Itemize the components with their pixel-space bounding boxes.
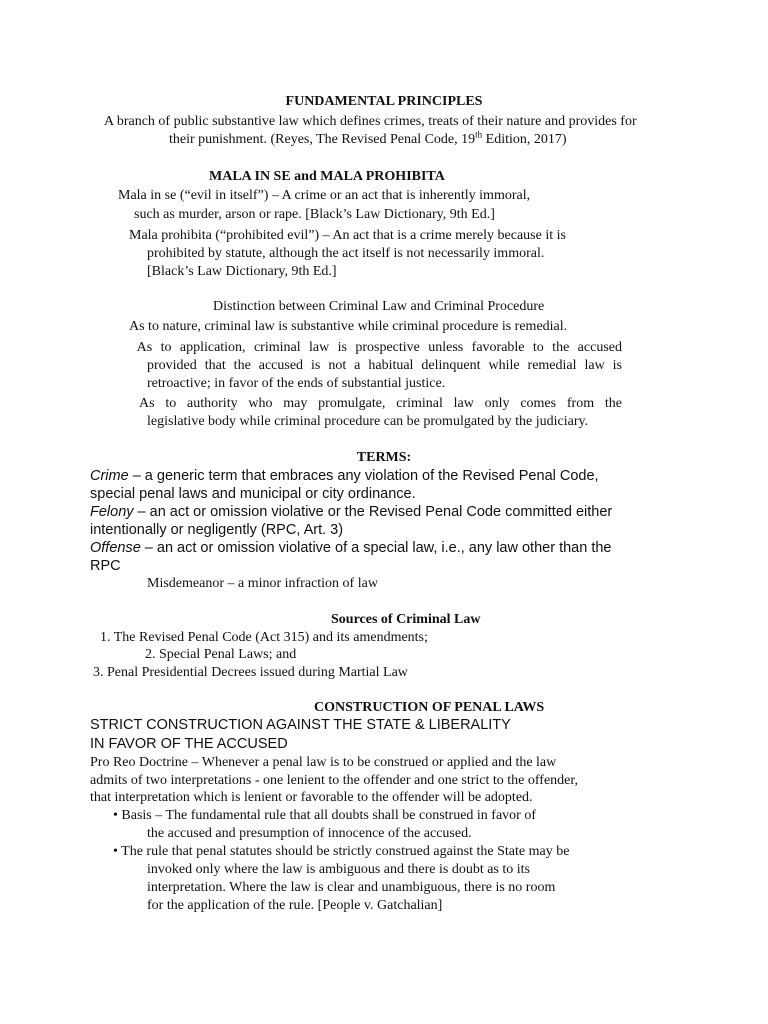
distinction-application-line-1	[117, 339, 622, 357]
term-felony: Felony	[90, 504, 134, 520]
distinction-application-line-3: retroactive; in favor of the ends of substantial justice.	[147, 376, 446, 391]
fundamental-heading: FUNDAMENTAL PRINCIPLES	[285, 94, 483, 109]
rule-text: The rule that penal statutes should be strictly construed against the State may be	[121, 844, 570, 859]
mala-prohibita-line-2: prohibited by statute, although the act itself is not necessarily immoral.	[147, 246, 545, 261]
basis-line-1	[113, 807, 536, 825]
term-crime-definition: – a generic term that embraces any violation of the Revised Penal Code,	[128, 468, 599, 484]
term-offense-line-1	[90, 539, 611, 557]
authority-text: As to authority who may promulgate, criminal law only comes from the	[139, 396, 622, 411]
pro-reo-line-2: admits of two interpretations - one lenient to the offender and one strict to the offender,	[90, 773, 578, 788]
mala-in-se-line-2: such as murder, arson or rape. [Black’s Law Dictionary, 9th Ed.]	[134, 207, 495, 222]
term-offense-line-2: RPC	[90, 558, 121, 574]
term-felony-definition: – an act or omission violative or the Revised Penal Code committed either	[133, 504, 613, 520]
citation-text: their punishment. (Reyes, The Revised Penal Code, 19	[169, 132, 476, 147]
construction-heading: CONSTRUCTION OF PENAL LAWS	[314, 700, 545, 715]
distinction-heading: Distinction between Criminal Law and Criminal Procedure	[213, 299, 545, 314]
distinction-nature	[117, 318, 567, 336]
term-crime-line-1	[90, 467, 599, 485]
nature-text: As to nature, criminal law is substantive while criminal procedure is remedial.	[129, 319, 568, 334]
rule-line-1	[113, 843, 569, 861]
superscript-th: th	[475, 129, 483, 140]
sources-item-2: 2. Special Penal Laws; and	[145, 647, 297, 662]
sources-item-3: 3. Penal Presidential Decrees issued during Martial Law	[93, 665, 408, 680]
mala-prohibita-line-1	[117, 227, 566, 245]
terms-heading: TERMS:	[356, 450, 412, 465]
mala-prohibita-text: Mala prohibita (“prohibited evil”) – An act that is a crime merely because it is	[129, 228, 566, 243]
distinction-authority-line-2: legislative body while criminal procedure can be promulgated by the judiciary.	[147, 414, 589, 429]
mala-prohibita-line-3: [Black’s Law Dictionary, 9th Ed.]	[147, 264, 337, 279]
citation-edition: Edition, 2017)	[482, 132, 567, 147]
term-felony-line-2: intentionally or negligently (RPC, Art. 3)	[90, 522, 344, 538]
bullet-icon: •	[113, 844, 118, 859]
term-crime: Crime	[90, 468, 129, 484]
rule-line-3: interpretation. Where the law is clear and unambiguous, there is no room	[147, 880, 556, 895]
term-offense-definition: – an act or omission violative of a special law, i.e., any law other than the	[140, 540, 612, 556]
rule-line-4: for the application of the rule. [People v. Gatchalian]	[147, 898, 443, 913]
sources-heading: Sources of Criminal Law	[331, 612, 481, 627]
basis-text: Basis – The fundamental rule that all doubts shall be construed in favor of	[121, 808, 536, 823]
mala-in-se-text: Mala in se (“evil in itself”) – A crime or an act that is inherently immoral,	[118, 188, 531, 203]
mala-heading: MALA IN SE and MALA PROHIBITA	[209, 169, 445, 184]
sources-item-1: 1. The Revised Penal Code (Act 315) and its amendments;	[100, 630, 428, 645]
pro-reo-line-1: Pro Reo Doctrine – Whenever a penal law is to be construed or applied and the law	[90, 755, 557, 770]
term-misdemeanor: Misdemeanor – a minor infraction of law	[147, 576, 378, 591]
term-offense: Offense	[90, 540, 141, 556]
distinction-application-line-2: provided that the accused is not a habitual delinquent while remedial law is	[147, 358, 622, 373]
fundamental-line-2	[169, 131, 567, 149]
basis-line-2: the accused and presumption of innocence of the accused.	[147, 826, 472, 841]
application-text: As to application, criminal law is prospective unless favorable to the accused	[136, 340, 622, 355]
strict-construction-line-2: IN FAVOR OF THE ACCUSED	[90, 736, 288, 752]
distinction-authority-line-1	[117, 395, 622, 413]
bullet-icon: •	[113, 808, 118, 823]
fundamental-definition: A branch of public substantive law which defines crimes, treats of their nature and provides for	[104, 114, 637, 129]
strict-construction-line-1: STRICT CONSTRUCTION AGAINST THE STATE & LIBERALITY	[90, 717, 511, 733]
term-felony-line-1	[90, 503, 612, 521]
fundamental-line-1	[92, 113, 637, 131]
mala-in-se-line-1	[106, 187, 530, 205]
term-crime-line-2: special penal laws and municipal or city ordinance.	[90, 486, 416, 502]
pro-reo-line-3: that interpretation which is lenient or favorable to the offender will be adopted.	[90, 790, 533, 805]
rule-line-2: invoked only where the law is ambiguous and there is doubt as to its	[147, 862, 530, 877]
